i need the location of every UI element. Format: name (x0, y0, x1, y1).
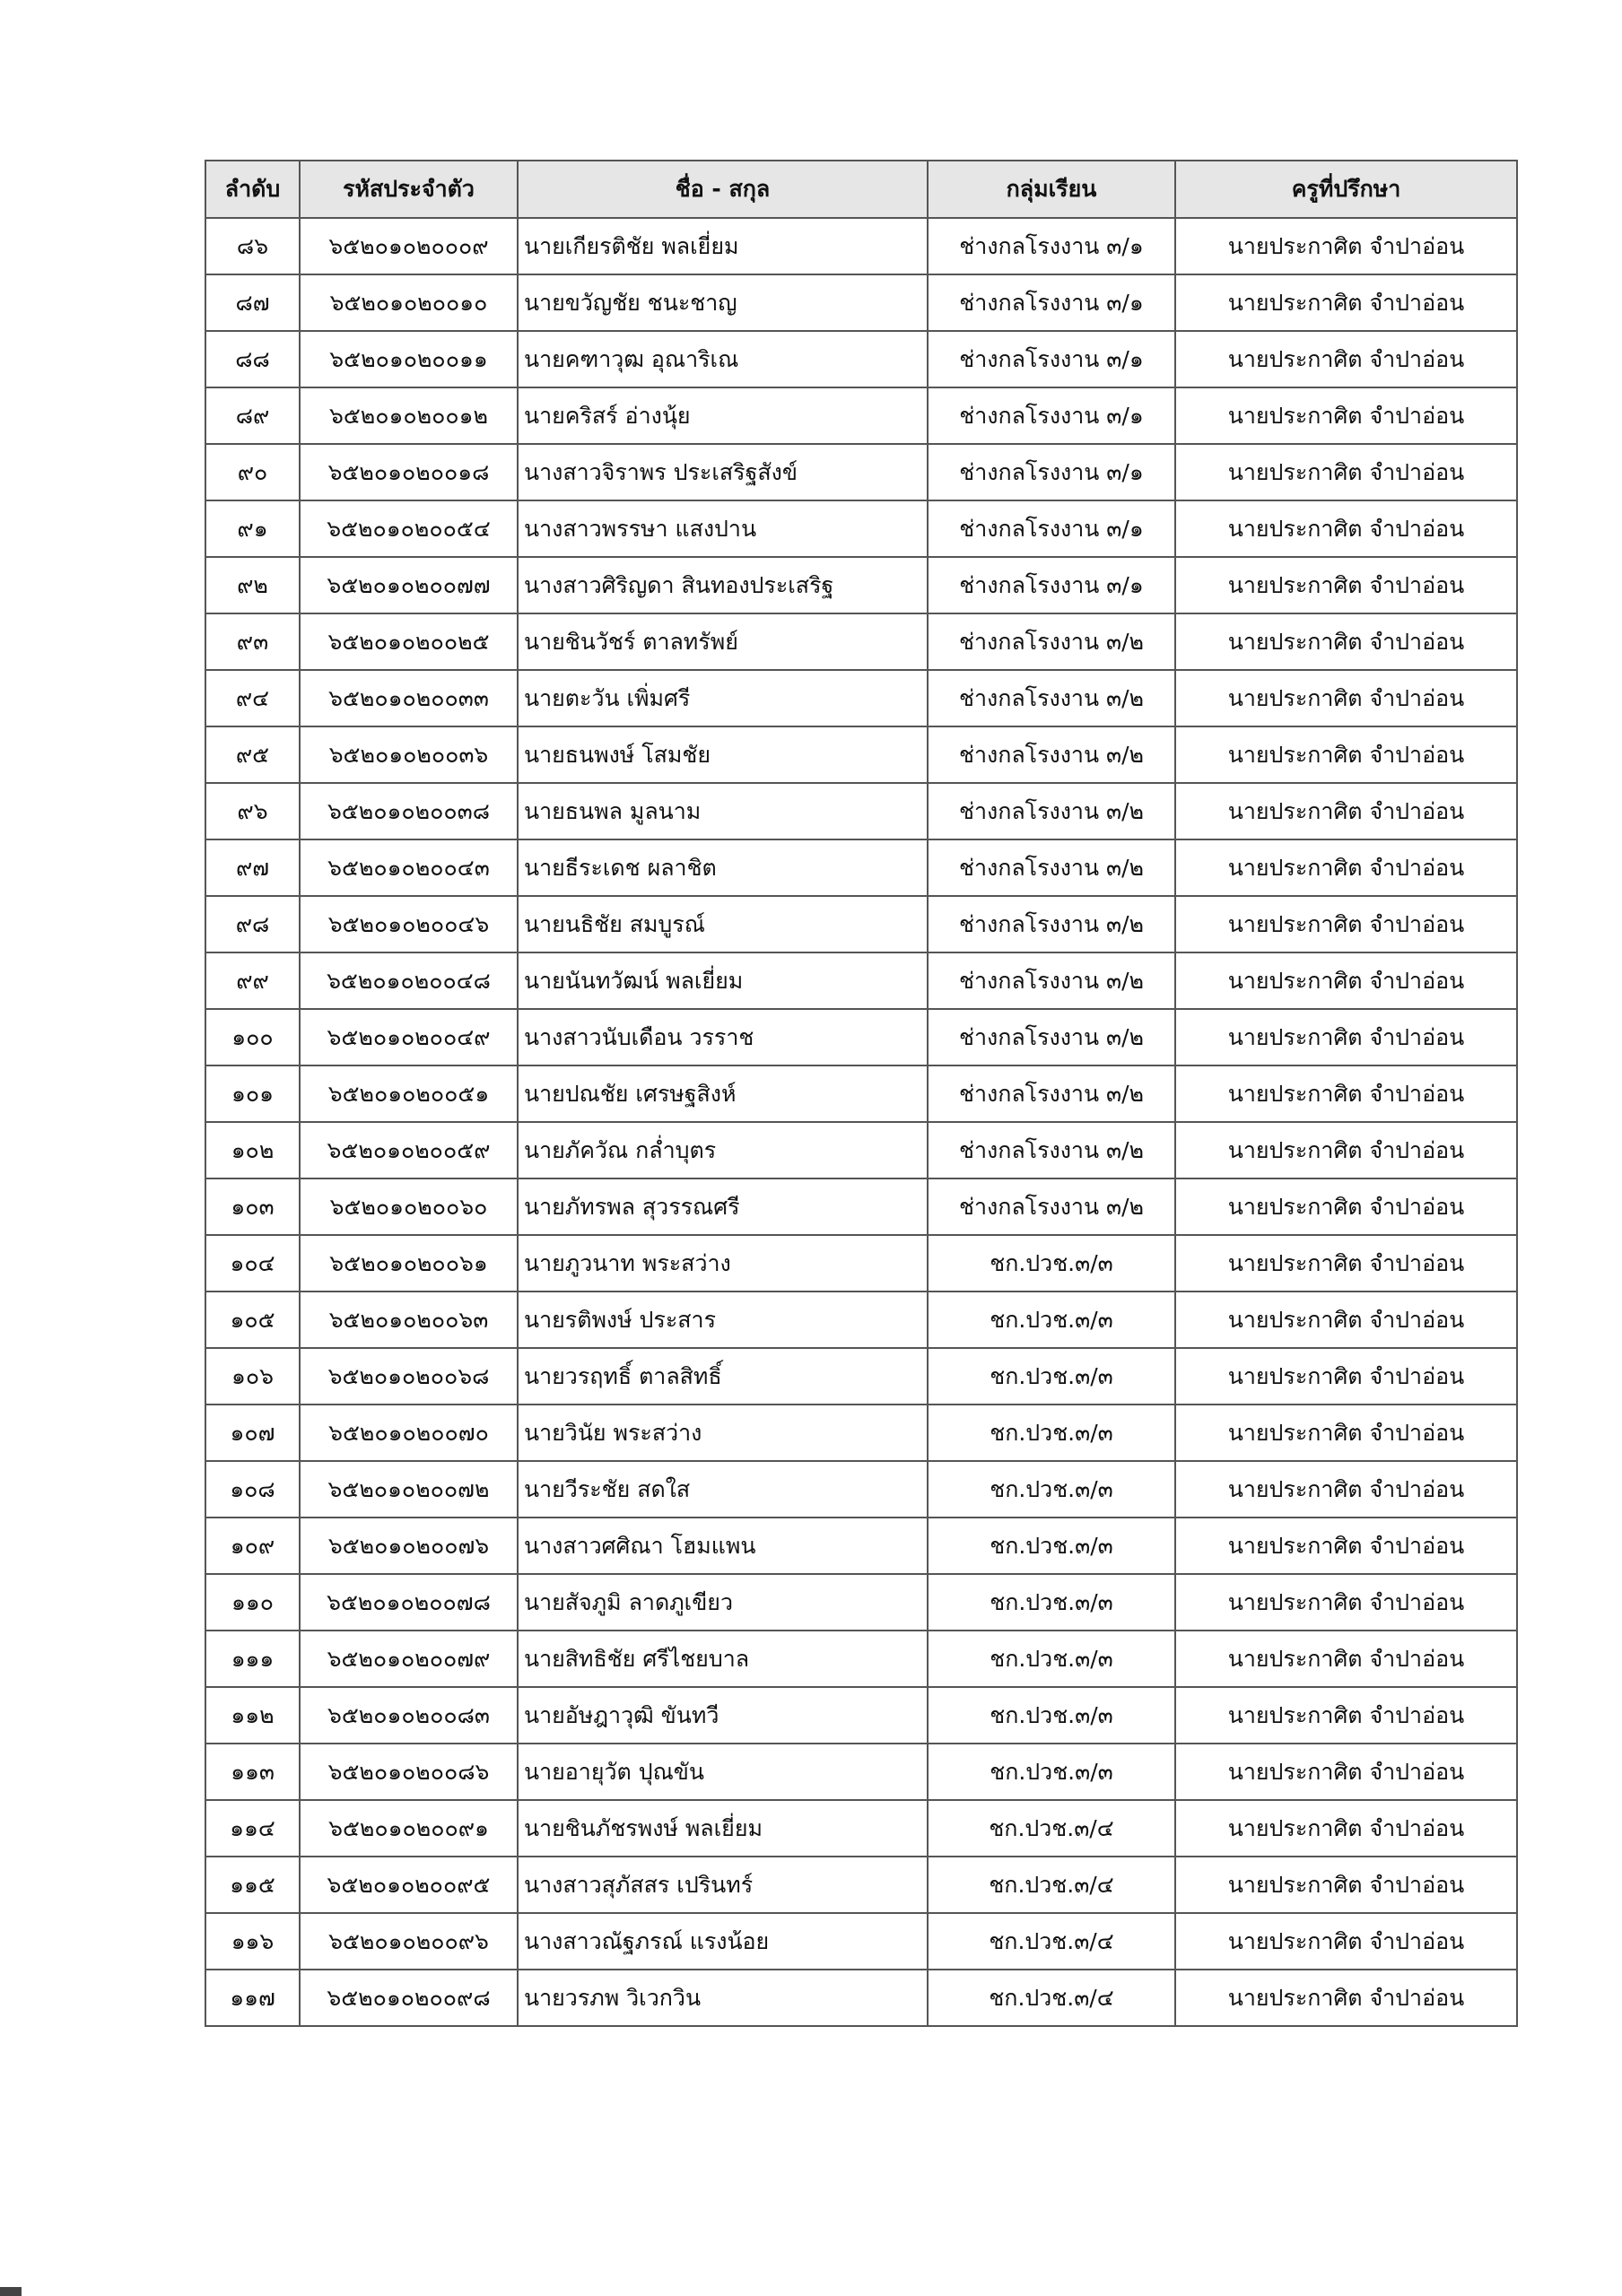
cell-class-group: ชก.ปวช.๓/๔ (928, 1857, 1175, 1913)
header-full-name: ชื่อ - สกุล (518, 161, 928, 218)
table-row (205, 218, 1517, 274)
cell-class-group: ช่างกลโรงงาน ๓/๑ (928, 331, 1175, 387)
table-row (205, 1687, 1517, 1744)
table-row (205, 670, 1517, 726)
student-roster-table (205, 160, 1518, 2027)
cell-student-id: ๖๕๒๐๑๐๒๐๐๓๓ (300, 670, 518, 726)
cell-advisor: นายประกาศิต จำปาอ่อน (1175, 1913, 1517, 1970)
cell-class-group: ช่างกลโรงงาน ๓/๒ (928, 613, 1175, 670)
cell-order: ๑๑๐ (205, 1574, 300, 1631)
cell-advisor: นายประกาศิต จำปาอ่อน (1175, 1800, 1517, 1857)
cell-advisor: นายประกาศิต จำปาอ่อน (1175, 1292, 1517, 1348)
table-row (205, 1122, 1517, 1178)
cell-order: ๙๑ (205, 500, 300, 557)
cell-order: ๙๔ (205, 670, 300, 726)
table-row (205, 952, 1517, 1009)
cell-student-id: ๖๕๒๐๑๐๒๐๐๐๙ (300, 218, 518, 274)
cell-student-id: ๖๕๒๐๑๐๒๐๐๗๒ (300, 1461, 518, 1518)
table-row (205, 726, 1517, 783)
cell-order: ๙๐ (205, 444, 300, 500)
cell-class-group: ชก.ปวช.๓/๓ (928, 1687, 1175, 1744)
cell-order: ๑๑๓ (205, 1744, 300, 1800)
cell-class-group: ช่างกลโรงงาน ๓/๒ (928, 726, 1175, 783)
cell-class-group: ชก.ปวช.๓/๔ (928, 1913, 1175, 1970)
cell-full-name: นายภูวนาท พระสว่าง (518, 1235, 928, 1292)
cell-class-group: ชก.ปวช.๓/๓ (928, 1518, 1175, 1574)
header-order: ลำดับ (205, 161, 300, 218)
cell-student-id: ๖๕๒๐๑๐๒๐๐๗๖ (300, 1518, 518, 1574)
header-advisor: ครูที่ปรึกษา (1175, 161, 1517, 218)
cell-class-group: ช่างกลโรงงาน ๓/๑ (928, 444, 1175, 500)
table-row (205, 1348, 1517, 1405)
table-header (205, 161, 1517, 218)
cell-full-name: นายปณชัย เศรษฐสิงห์ (518, 1065, 928, 1122)
cell-full-name: นางสาวสุภัสสร เปรินทร์ (518, 1857, 928, 1913)
cell-student-id: ๖๕๒๐๑๐๒๐๐๙๑ (300, 1800, 518, 1857)
cell-class-group: ช่างกลโรงงาน ๓/๒ (928, 1122, 1175, 1178)
cell-order: ๑๐๒ (205, 1122, 300, 1178)
table-row (205, 1292, 1517, 1348)
cell-advisor: นายประกาศิต จำปาอ่อน (1175, 952, 1517, 1009)
cell-order: ๙๘ (205, 896, 300, 952)
table-row (205, 500, 1517, 557)
cell-advisor: นายประกาศิต จำปาอ่อน (1175, 613, 1517, 670)
cell-full-name: นายคริสร์ อ่างนุ้ย (518, 387, 928, 444)
cell-order: ๑๐๘ (205, 1461, 300, 1518)
cell-order: ๑๐๙ (205, 1518, 300, 1574)
cell-student-id: ๖๕๒๐๑๐๒๐๐๑๑ (300, 331, 518, 387)
cell-full-name: นายสิทธิชัย ศรีไชยบาล (518, 1631, 928, 1687)
cell-class-group: ช่างกลโรงงาน ๓/๑ (928, 218, 1175, 274)
cell-full-name: นางสาวจิราพร ประเสริฐสังข์ (518, 444, 928, 500)
cell-full-name: นายรติพงษ์ ประสาร (518, 1292, 928, 1348)
cell-order: ๙๕ (205, 726, 300, 783)
cell-full-name: นายนธิชัย สมบูรณ์ (518, 896, 928, 952)
cell-full-name: นางสาวนับเดือน วรราช (518, 1009, 928, 1065)
table-row (205, 1800, 1517, 1857)
cell-order: ๑๑๑ (205, 1631, 300, 1687)
cell-student-id: ๖๕๒๐๑๐๒๐๐๕๑ (300, 1065, 518, 1122)
cell-student-id: ๖๕๒๐๑๐๒๐๐๖๑ (300, 1235, 518, 1292)
cell-advisor: นายประกาศิต จำปาอ่อน (1175, 1574, 1517, 1631)
table-row (205, 896, 1517, 952)
table-row (205, 331, 1517, 387)
cell-full-name: นายวรฤทธิ์ ตาลสิทธิ์ (518, 1348, 928, 1405)
cell-full-name: นายขวัญชัย ชนะชาญ (518, 274, 928, 331)
cell-student-id: ๖๕๒๐๑๐๒๐๐๙๖ (300, 1913, 518, 1970)
cell-class-group: ช่างกลโรงงาน ๓/๒ (928, 1065, 1175, 1122)
cell-full-name: นายคฑาวุฒ อุณาริเณ (518, 331, 928, 387)
cell-advisor: นายประกาศิต จำปาอ่อน (1175, 1970, 1517, 2026)
cell-student-id: ๖๕๒๐๑๐๒๐๐๕๙ (300, 1122, 518, 1178)
cell-advisor: นายประกาศิต จำปาอ่อน (1175, 1405, 1517, 1461)
cell-advisor: นายประกาศิต จำปาอ่อน (1175, 387, 1517, 444)
cell-class-group: ช่างกลโรงงาน ๓/๒ (928, 1009, 1175, 1065)
cell-order: ๘๗ (205, 274, 300, 331)
cell-student-id: ๖๕๒๐๑๐๒๐๐๔๘ (300, 952, 518, 1009)
table-row (205, 1461, 1517, 1518)
cell-advisor: นายประกาศิต จำปาอ่อน (1175, 274, 1517, 331)
cell-advisor: นายประกาศิต จำปาอ่อน (1175, 726, 1517, 783)
cell-student-id: ๖๕๒๐๑๐๒๐๐๔๓ (300, 839, 518, 896)
scan-corner-mark (0, 2287, 22, 2296)
cell-advisor: นายประกาศิต จำปาอ่อน (1175, 839, 1517, 896)
cell-advisor: นายประกาศิต จำปาอ่อน (1175, 1348, 1517, 1405)
cell-advisor: นายประกาศิต จำปาอ่อน (1175, 1461, 1517, 1518)
cell-student-id: ๖๕๒๐๑๐๒๐๐๗๐ (300, 1405, 518, 1461)
cell-order: ๙๖ (205, 783, 300, 839)
cell-order: ๑๐๑ (205, 1065, 300, 1122)
cell-order: ๑๐๓ (205, 1178, 300, 1235)
table-row (205, 839, 1517, 896)
table-row (205, 444, 1517, 500)
table-body (205, 218, 1517, 2026)
cell-full-name: นายนันทวัฒน์ พลเยี่ยม (518, 952, 928, 1009)
cell-full-name: นายตะวัน เพิ่มศรี (518, 670, 928, 726)
cell-order: ๙๙ (205, 952, 300, 1009)
cell-student-id: ๖๕๒๐๑๐๒๐๐๘๖ (300, 1744, 518, 1800)
cell-student-id: ๖๕๒๐๑๐๒๐๐๖๐ (300, 1178, 518, 1235)
cell-advisor: นายประกาศิต จำปาอ่อน (1175, 331, 1517, 387)
table-row (205, 783, 1517, 839)
cell-advisor: นายประกาศิต จำปาอ่อน (1175, 1744, 1517, 1800)
cell-advisor: นายประกาศิต จำปาอ่อน (1175, 1857, 1517, 1913)
cell-advisor: นายประกาศิต จำปาอ่อน (1175, 1178, 1517, 1235)
cell-student-id: ๖๕๒๐๑๐๒๐๐๖๘ (300, 1348, 518, 1405)
cell-student-id: ๖๕๒๐๑๐๒๐๐๑๒ (300, 387, 518, 444)
cell-full-name: นางสาวศิริญดา สินทองประเสริฐ (518, 557, 928, 613)
cell-class-group: ชก.ปวช.๓/๓ (928, 1574, 1175, 1631)
table-row (205, 1744, 1517, 1800)
cell-advisor: นายประกาศิต จำปาอ่อน (1175, 218, 1517, 274)
cell-order: ๘๘ (205, 331, 300, 387)
table-row (205, 557, 1517, 613)
cell-full-name: นางสาวศศิณา โฮมแพน (518, 1518, 928, 1574)
cell-full-name: นายเกียรติชัย พลเยี่ยม (518, 218, 928, 274)
cell-student-id: ๖๕๒๐๑๐๒๐๐๓๘ (300, 783, 518, 839)
cell-advisor: นายประกาศิต จำปาอ่อน (1175, 670, 1517, 726)
cell-class-group: ช่างกลโรงงาน ๓/๑ (928, 500, 1175, 557)
cell-order: ๑๑๒ (205, 1687, 300, 1744)
table-row (205, 1009, 1517, 1065)
cell-order: ๑๐๐ (205, 1009, 300, 1065)
table-row (205, 1970, 1517, 2026)
table-row (205, 1518, 1517, 1574)
cell-student-id: ๖๕๒๐๑๐๒๐๐๗๗ (300, 557, 518, 613)
cell-full-name: นายชินภัชรพงษ์ พลเยี่ยม (518, 1800, 928, 1857)
table-row (205, 1405, 1517, 1461)
cell-order: ๑๑๔ (205, 1800, 300, 1857)
cell-class-group: ช่างกลโรงงาน ๓/๑ (928, 557, 1175, 613)
table-row (205, 1235, 1517, 1292)
cell-full-name: นายวินัย พระสว่าง (518, 1405, 928, 1461)
table-row (205, 1631, 1517, 1687)
cell-full-name: นายธนพงษ์ โสมชัย (518, 726, 928, 783)
cell-full-name: นายวรภพ วิเวกวิน (518, 1970, 928, 2026)
cell-class-group: ชก.ปวช.๓/๓ (928, 1292, 1175, 1348)
cell-class-group: ช่างกลโรงงาน ๓/๒ (928, 839, 1175, 896)
cell-student-id: ๖๕๒๐๑๐๒๐๐๑๘ (300, 444, 518, 500)
cell-advisor: นายประกาศิต จำปาอ่อน (1175, 1065, 1517, 1122)
cell-order: ๑๐๔ (205, 1235, 300, 1292)
cell-advisor: นายประกาศิต จำปาอ่อน (1175, 896, 1517, 952)
table-row (205, 387, 1517, 444)
cell-order: ๑๐๗ (205, 1405, 300, 1461)
cell-class-group: ชก.ปวช.๓/๔ (928, 1970, 1175, 2026)
cell-student-id: ๖๕๒๐๑๐๒๐๐๙๘ (300, 1970, 518, 2026)
cell-order: ๑๐๖ (205, 1348, 300, 1405)
cell-advisor: นายประกาศิต จำปาอ่อน (1175, 444, 1517, 500)
cell-advisor: นายประกาศิต จำปาอ่อน (1175, 1009, 1517, 1065)
table-row (205, 1574, 1517, 1631)
cell-student-id: ๖๕๒๐๑๐๒๐๐๓๖ (300, 726, 518, 783)
cell-full-name: นายภัทรพล สุวรรณศรี (518, 1178, 928, 1235)
cell-advisor: นายประกาศิต จำปาอ่อน (1175, 783, 1517, 839)
cell-student-id: ๖๕๒๐๑๐๒๐๐๖๓ (300, 1292, 518, 1348)
cell-student-id: ๖๕๒๐๑๐๒๐๐๒๕ (300, 613, 518, 670)
cell-order: ๙๒ (205, 557, 300, 613)
cell-student-id: ๖๕๒๐๑๐๒๐๐๕๔ (300, 500, 518, 557)
cell-order: ๑๑๗ (205, 1970, 300, 2026)
cell-order: ๙๓ (205, 613, 300, 670)
cell-class-group: ชก.ปวช.๓/๓ (928, 1744, 1175, 1800)
cell-class-group: ชก.ปวช.๓/๓ (928, 1348, 1175, 1405)
cell-order: ๘๙ (205, 387, 300, 444)
cell-student-id: ๖๕๒๐๑๐๒๐๐๑๐ (300, 274, 518, 331)
cell-student-id: ๖๕๒๐๑๐๒๐๐๗๙ (300, 1631, 518, 1687)
cell-class-group: ช่างกลโรงงาน ๓/๑ (928, 387, 1175, 444)
table-row (205, 1065, 1517, 1122)
cell-student-id: ๖๕๒๐๑๐๒๐๐๔๖ (300, 896, 518, 952)
cell-full-name: นายภัควัณ กล่ำบุตร (518, 1122, 928, 1178)
cell-class-group: ชก.ปวช.๓/๓ (928, 1405, 1175, 1461)
cell-full-name: นายสัจภูมิ ลาดภูเขียว (518, 1574, 928, 1631)
cell-class-group: ช่างกลโรงงาน ๓/๒ (928, 896, 1175, 952)
cell-advisor: นายประกาศิต จำปาอ่อน (1175, 1122, 1517, 1178)
cell-class-group: ช่างกลโรงงาน ๓/๒ (928, 1178, 1175, 1235)
cell-student-id: ๖๕๒๐๑๐๒๐๐๔๙ (300, 1009, 518, 1065)
cell-full-name: นายอัษฎาวุฒิ ขันทวี (518, 1687, 928, 1744)
cell-full-name: นางสาวณัฐภรณ์ แรงน้อย (518, 1913, 928, 1970)
cell-student-id: ๖๕๒๐๑๐๒๐๐๗๘ (300, 1574, 518, 1631)
cell-advisor: นายประกาศิต จำปาอ่อน (1175, 557, 1517, 613)
cell-class-group: ชก.ปวช.๓/๓ (928, 1461, 1175, 1518)
cell-class-group: ช่างกลโรงงาน ๓/๒ (928, 670, 1175, 726)
cell-advisor: นายประกาศิต จำปาอ่อน (1175, 500, 1517, 557)
cell-student-id: ๖๕๒๐๑๐๒๐๐๘๓ (300, 1687, 518, 1744)
cell-advisor: นายประกาศิต จำปาอ่อน (1175, 1631, 1517, 1687)
cell-class-group: ช่างกลโรงงาน ๓/๒ (928, 783, 1175, 839)
cell-full-name: นายอายุวัต ปุณขัน (518, 1744, 928, 1800)
table-row (205, 1913, 1517, 1970)
cell-full-name: นายวีระชัย สดใส (518, 1461, 928, 1518)
cell-student-id: ๖๕๒๐๑๐๒๐๐๙๕ (300, 1857, 518, 1913)
cell-full-name: นางสาวพรรษา แสงปาน (518, 500, 928, 557)
cell-advisor: นายประกาศิต จำปาอ่อน (1175, 1518, 1517, 1574)
cell-advisor: นายประกาศิต จำปาอ่อน (1175, 1687, 1517, 1744)
table-row (205, 274, 1517, 331)
table-row (205, 1857, 1517, 1913)
cell-order: ๙๗ (205, 839, 300, 896)
cell-class-group: ชก.ปวช.๓/๓ (928, 1631, 1175, 1687)
cell-class-group: ช่างกลโรงงาน ๓/๒ (928, 952, 1175, 1009)
cell-order: ๑๐๕ (205, 1292, 300, 1348)
header-row (205, 161, 1517, 218)
cell-class-group: ชก.ปวช.๓/๓ (928, 1235, 1175, 1292)
cell-order: ๘๖ (205, 218, 300, 274)
cell-advisor: นายประกาศิต จำปาอ่อน (1175, 1235, 1517, 1292)
cell-full-name: นายธีระเดช ผลาชิต (518, 839, 928, 896)
cell-order: ๑๑๕ (205, 1857, 300, 1913)
cell-full-name: นายชินวัชร์ ตาลทรัพย์ (518, 613, 928, 670)
cell-class-group: ชก.ปวช.๓/๔ (928, 1800, 1175, 1857)
cell-full-name: นายธนพล มูลนาม (518, 783, 928, 839)
cell-order: ๑๑๖ (205, 1913, 300, 1970)
header-class-group: กลุ่มเรียน (928, 161, 1175, 218)
table-row (205, 613, 1517, 670)
cell-class-group: ช่างกลโรงงาน ๓/๑ (928, 274, 1175, 331)
header-student-id: รหัสประจำตัว (300, 161, 518, 218)
table-row (205, 1178, 1517, 1235)
